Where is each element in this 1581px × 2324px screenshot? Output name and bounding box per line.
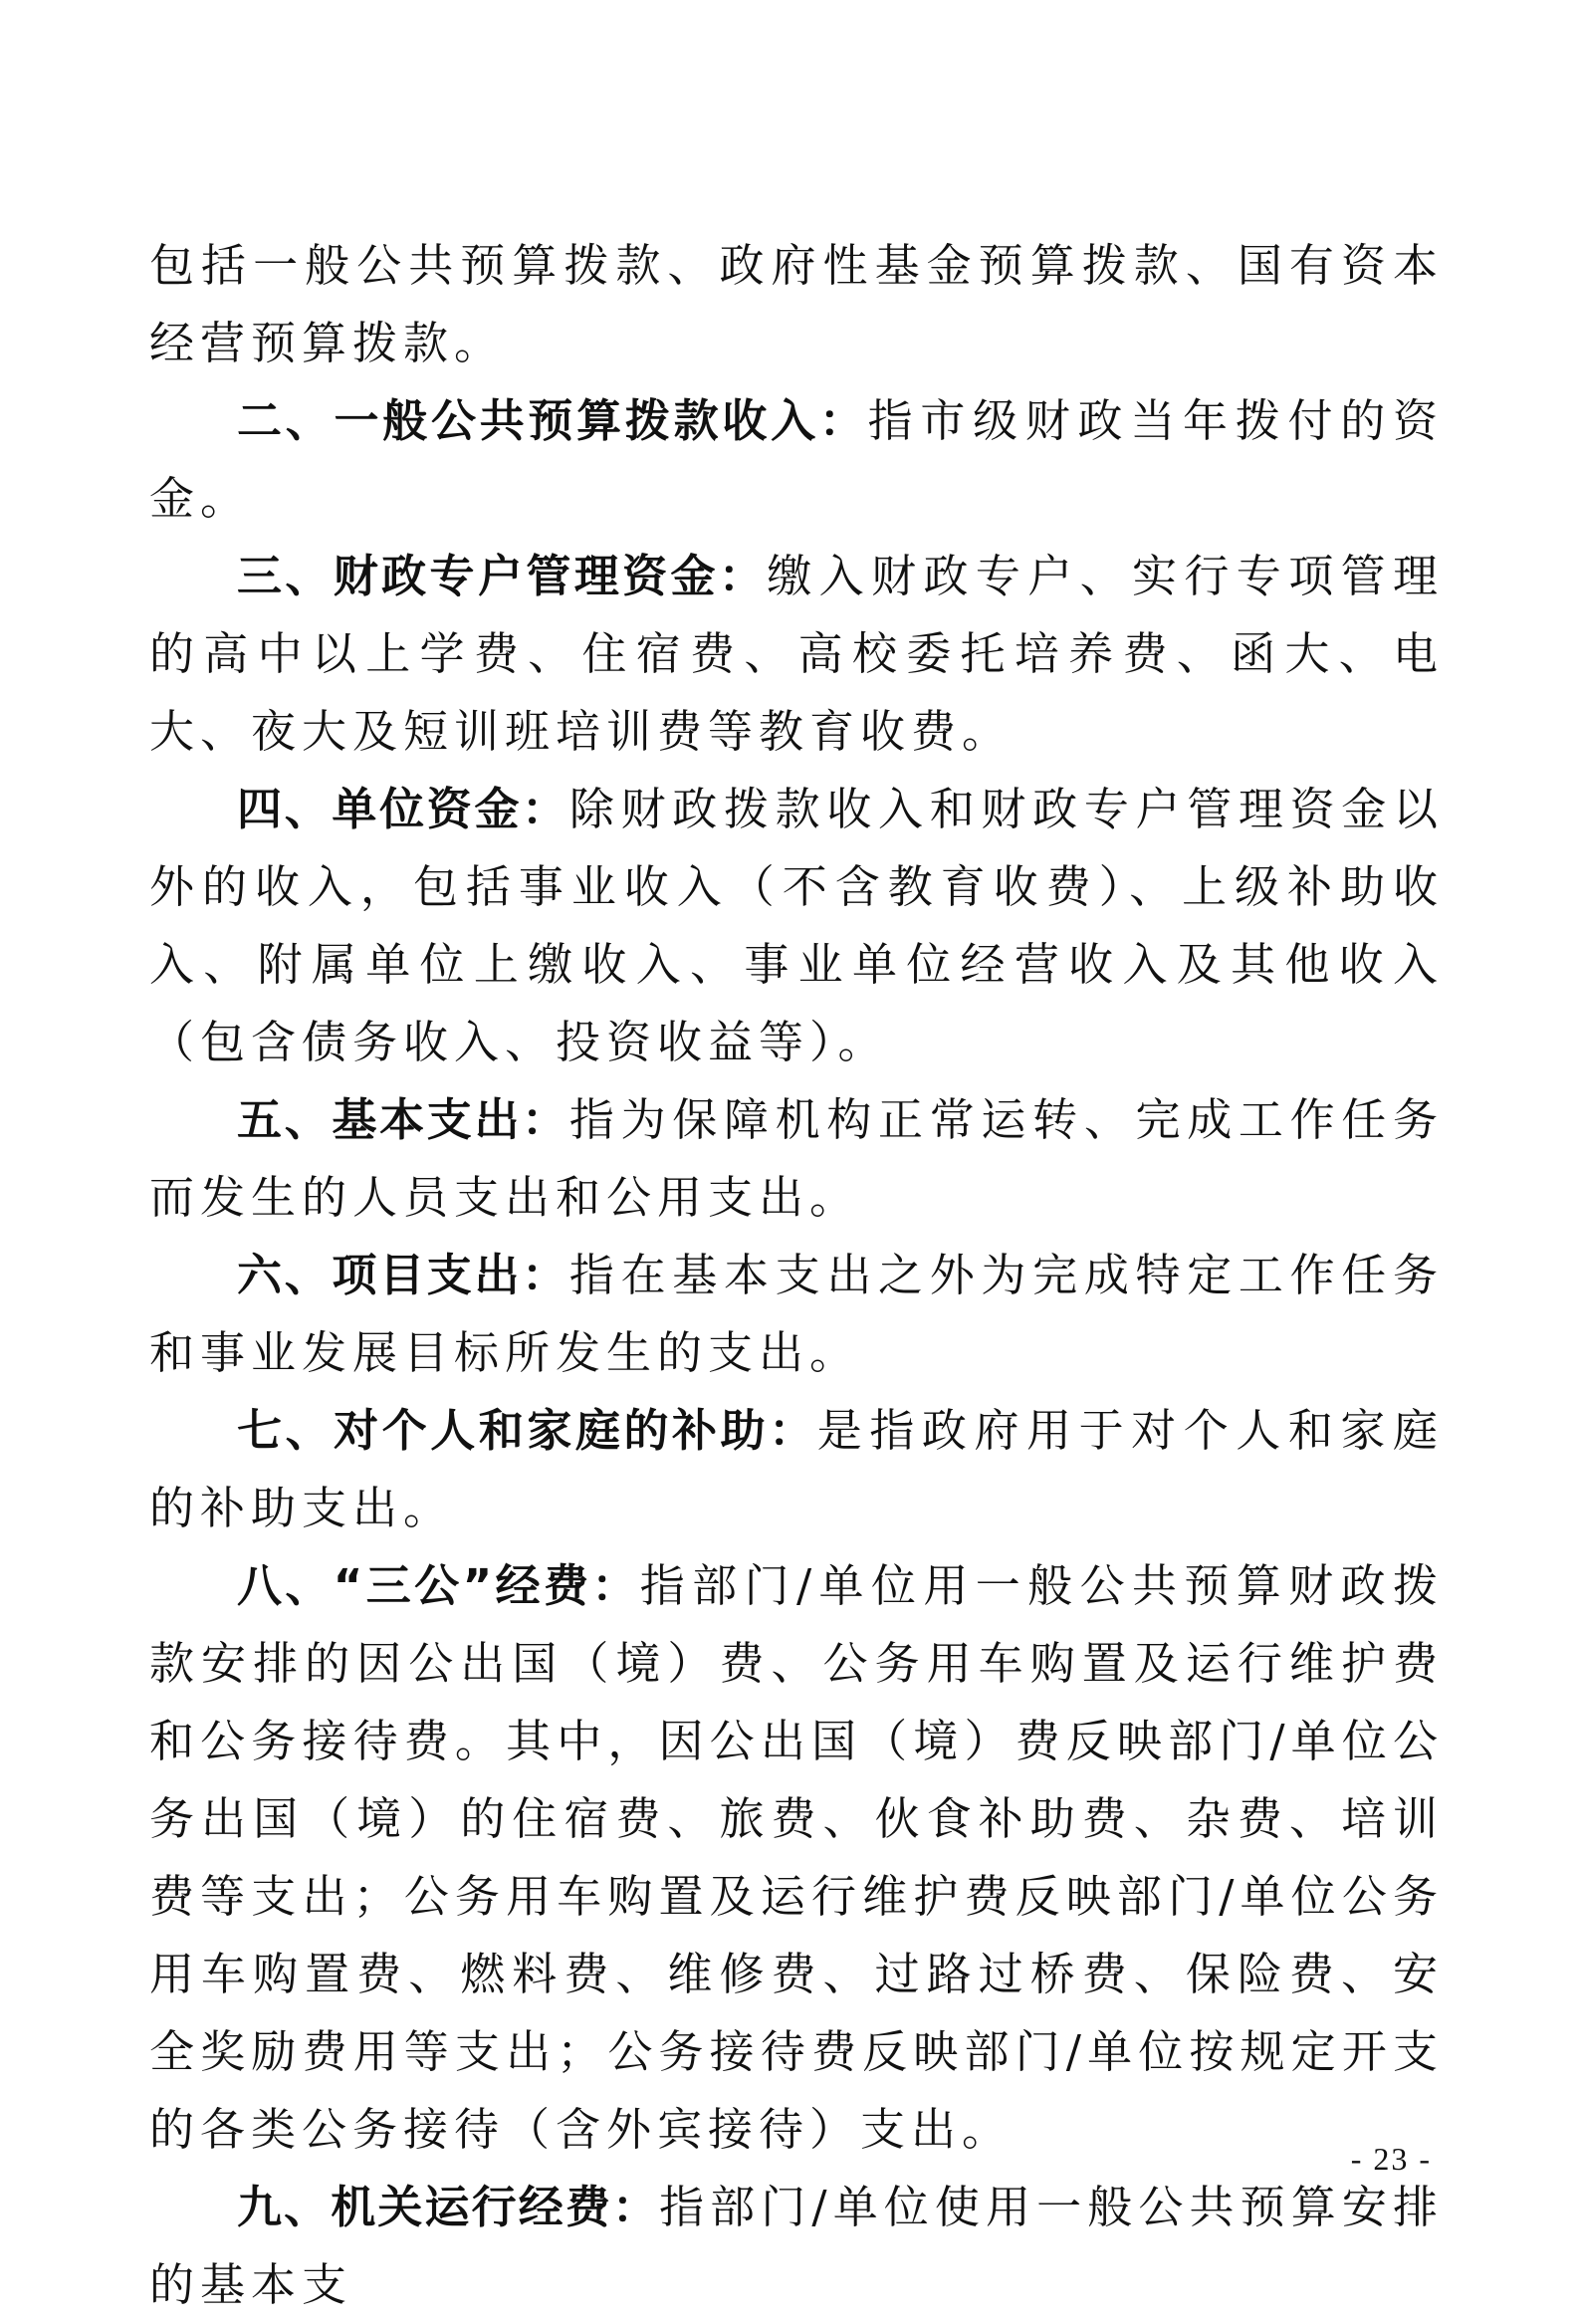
paragraph-text: 缴入财政专户、实行专项管理的高中以上学费、住宿费、高校委托培养费、函大、电大、夜大及短训班培训费等教育收费。 bbox=[149, 550, 1444, 758]
paragraph-term: 七、对个人和家庭的补助： bbox=[237, 1404, 817, 1457]
paragraph-text: 指部门/单位用一般公共预算财政拨款安排的因公出国（境）费、公务用车购置及运行维护费和公务接待费。其中，因公出国（境）费反映部门/单位公务出国（境）的住宿费、旅费、伙食补助费、杂费、培训费等支出；公务用车购置及运行维护费反映部门/单位公务用车购置费、燃料费、维修费、过路过桥费、保险费、安全奖励费用等支出；公务接待费反映部门/单位按规定开支的各类公务接待（含外宾接待）支出。 bbox=[149, 1559, 1444, 2156]
paragraph-term: 四、单位资金： bbox=[237, 783, 569, 835]
paragraph-definition bbox=[149, 2169, 1444, 2324]
paragraph-text: 包括一般公共预算拨款、政府性基金预算拨款、国有资本经营预算拨款。 bbox=[149, 239, 1444, 369]
paragraph-term: 六、项目支出： bbox=[237, 1249, 569, 1301]
page-number: - 23 - bbox=[1350, 2141, 1432, 2177]
paragraph-text: 指在基本支出之外为完成特定工作任务和事业发展目标所发生的支出。 bbox=[149, 1249, 1444, 1379]
paragraph-text: 指为保障机构正常运转、完成工作任务而发生的人员支出和公用支出。 bbox=[149, 1093, 1444, 1224]
paragraph-term: 九、机关运行经费： bbox=[237, 2181, 660, 2233]
paragraph-definition bbox=[149, 1547, 1444, 2169]
paragraph-text: 指部门/单位使用一般公共预算安排的基本支 bbox=[149, 2181, 1444, 2311]
paragraph-definition bbox=[149, 1392, 1444, 1547]
paragraph-term: 五、基本支出： bbox=[237, 1093, 569, 1146]
paragraph-continuation bbox=[149, 227, 1444, 382]
paragraph-definition bbox=[149, 382, 1444, 538]
paragraph-text: 是指政府用于对个人和家庭的补助支出。 bbox=[149, 1404, 1444, 1534]
paragraph-text: 除财政拨款收入和财政专户管理资金以外的收入，包括事业收入（不含教育收费）、上级补助收入、附属单位上缴收入、事业单位经营收入及其他收入（包含债务收入、投资收益等）。 bbox=[149, 783, 1444, 1068]
paragraph-term: 二、一般公共预算拨款收入： bbox=[237, 394, 868, 447]
paragraph-definition bbox=[149, 1081, 1444, 1237]
document-body bbox=[149, 227, 1444, 2324]
paragraph-text: 指市级财政当年拨付的资金。 bbox=[149, 394, 1444, 525]
paragraph-term: 八、“三公”经费： bbox=[237, 1559, 640, 1612]
paragraph-definition bbox=[149, 1237, 1444, 1392]
paragraph-definition bbox=[149, 771, 1444, 1081]
paragraph-term: 三、财政专户管理资金： bbox=[237, 550, 768, 602]
paragraph-definition bbox=[149, 538, 1444, 771]
